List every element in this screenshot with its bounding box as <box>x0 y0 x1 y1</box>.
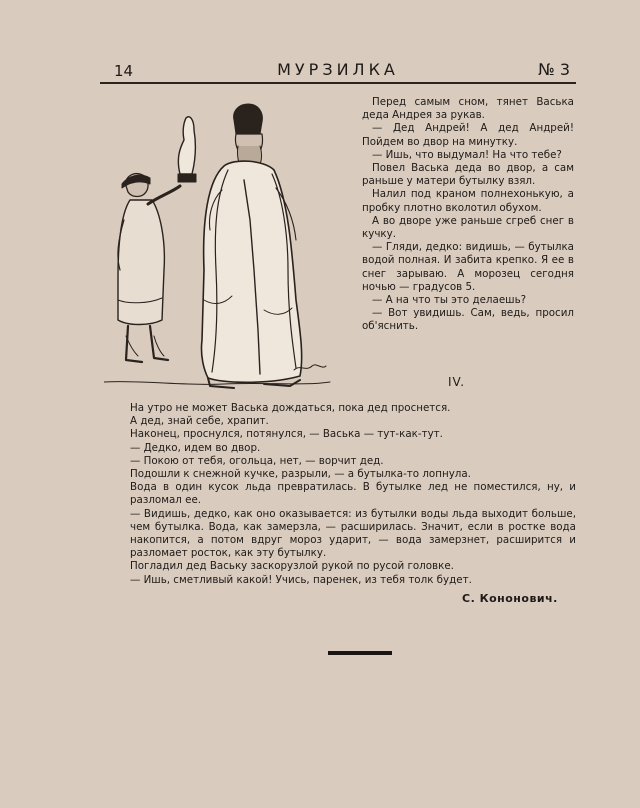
paragraph: Перед самым сном, тянет Васька деда Андрея за рукав. <box>362 96 574 122</box>
paragraph: — Гляди, дедко: видишь, — бутылка водой полная. И забита крепко. Я ее в снег зарываю. А морозец сегодня ночью — градусов 5. <box>362 241 574 293</box>
paragraph: — Дед Андрей! А дед Андрей! Пойдем во двор на минутку. <box>362 122 574 148</box>
section-number: IV. <box>448 375 466 389</box>
paragraph: А во дворе уже раньше сгреб снег в кучку. <box>362 214 574 241</box>
illustration-boy-and-grandfather <box>104 100 332 392</box>
end-rule <box>328 651 392 655</box>
paragraph: А дед, знай себе, храпит. <box>130 415 269 428</box>
paragraph: Наконец, проснулся, потянулся, — Васька — тут-как-тут. <box>130 428 443 441</box>
magazine-title: МУРЗИЛКА <box>277 60 399 79</box>
paragraph: Погладил дед Ваську заскорузлой рукой по русой головке. <box>130 560 454 573</box>
paragraph: — Видишь, дедко, как оно оказывается: из бутылки воды льда выходит больше, чем бутылка. Вода, как замерзла, — расширилась. Значит, если в ростке вода накопится, а потом вдруг мороз ударит, — вода замерзнет, расширится и разломает росток, как эту бутылку. <box>130 507 576 560</box>
paragraph: Повел Васька деда во двор, а сам раньше у матери бутылку взял. <box>362 162 574 188</box>
bottom-text <box>130 402 576 587</box>
issue-number: № 3 <box>538 60 570 79</box>
paragraph: — Покою от тебя, огольца, нет, — ворчит дед. <box>130 454 384 467</box>
paragraph: — Ишь, что выдумал! На что тебе? <box>372 148 562 161</box>
header-rule <box>100 82 576 84</box>
page-number: 14 <box>114 62 134 80</box>
paragraph: — Дедко, идем во двор. <box>130 441 261 454</box>
page-header <box>100 58 576 80</box>
author-signature: С. Кононович. <box>462 592 558 605</box>
right-column-text <box>362 96 574 334</box>
paragraph: — Ишь, сметливый какой! Учись, паренек, из тебя толк будет. <box>130 573 472 586</box>
paragraph: Налил под краном полнехонькую, а пробку плотно вколотил обухом. <box>362 188 574 214</box>
paragraph: — Вот увидишь. Сам, ведь, просил об'яснить. <box>362 307 574 333</box>
paragraph: — А на что ты это делаешь? <box>372 294 527 307</box>
paragraph: Подошли к снежной кучке, разрыли, — а бутылка-то лопнула. <box>130 468 471 481</box>
paragraph: Вода в один кусок льда превратилась. В бутылке лед не поместился, ну, и разломал ее. <box>130 481 576 507</box>
paragraph: На утро не может Васька дождаться, пока дед проснется. <box>130 402 451 414</box>
